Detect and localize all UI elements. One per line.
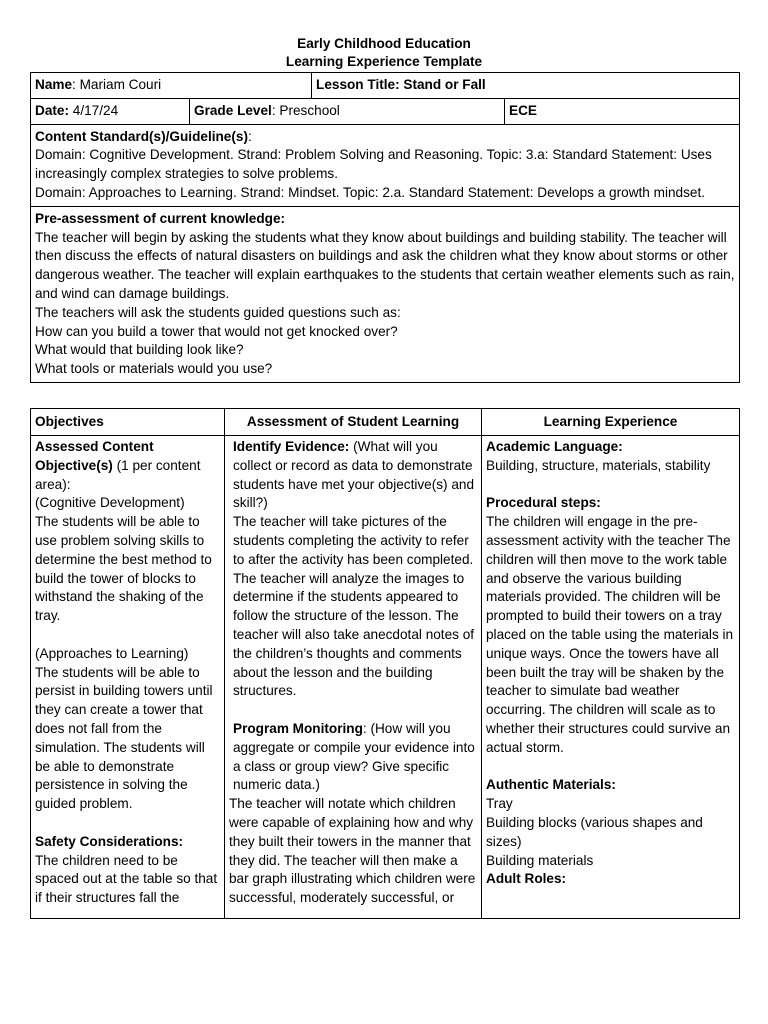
standard-line-1: Domain: Cognitive Development. Strand: Problem Solving and Reasoning. Topic: 3.a: Standard Statement: Uses increasingly complex strategies to solve problems. bbox=[35, 147, 712, 182]
preassessment-paragraph: The teacher will begin by asking the students what they know about buildings and building stability. The teacher will then discuss the effects of natural disasters on buildings and ask the children what they know about storms or other dangerous weather. The teacher will explain earthquakes to the students that certain weather elements such as rain, and wind can damage buildings. bbox=[35, 229, 735, 301]
objectives-cell bbox=[31, 436, 225, 919]
guided-question-2: What would that building look like? bbox=[35, 342, 244, 358]
monitoring-text: The teacher will notate which children were capable of explaining how and why they built their towers in the manner that they did. The teacher will then make a bar graph illustrating which children were successful, moderately successful, or bbox=[229, 796, 476, 906]
document-title bbox=[0, 35, 768, 71]
preassessment-intro: The teachers will ask the students guided questions such as: bbox=[35, 304, 401, 320]
approaches-objective: The students will be able to persist in building towers until they can create a tower that does not fall from the simulation. The students will be able to demonstrate persistence in solving the guided problem. bbox=[35, 664, 213, 812]
monitoring-label: Program Monitoring bbox=[233, 720, 363, 736]
monitoring-prompt: : (How will you aggregate or compile your evidence into a class or group view? Give specific numeric data.) bbox=[233, 720, 475, 793]
assessment-cell bbox=[225, 436, 482, 919]
date-label: Date: bbox=[35, 102, 69, 118]
objective-label: Assessed Content Objective(s) bbox=[35, 439, 154, 473]
lesson-title: Lesson Title: Stand or Fall bbox=[316, 77, 486, 92]
header-experience: Learning Experience bbox=[482, 409, 740, 436]
date-cell bbox=[31, 98, 190, 124]
standards-label: Content Standard(s)/Guideline(s) bbox=[35, 128, 248, 144]
safety-text: The children need to be spaced out at the table so that if their structures fall the bbox=[35, 852, 218, 906]
material-item: Tray bbox=[486, 796, 513, 812]
academic-language-text: Building, structure, materials, stability bbox=[486, 457, 711, 473]
preassessment-label: Pre-assessment of current knowledge: bbox=[35, 210, 286, 226]
grade-value: : Preschool bbox=[271, 102, 340, 118]
standards-cell bbox=[31, 124, 740, 206]
info-table bbox=[30, 72, 740, 383]
materials-label: Authentic Materials: bbox=[486, 777, 616, 793]
title-line-1: Early Childhood Education bbox=[297, 36, 471, 51]
name-label: Name bbox=[35, 77, 73, 92]
experience-cell bbox=[482, 436, 740, 919]
procedural-steps-text: The children will engage in the pre-assessment activity with the teacher The children will then move to the work table and observe the various building materials provided. The children will be prompted to build their towers on a tray placed on the table using the materials in unique ways. Once the towers have all been built the tray will be shaken by the teacher to simulate bad weather occurring. The children will scale as to whether their structures could survive an actual storm. bbox=[486, 514, 734, 755]
header-objectives: Objectives bbox=[31, 409, 225, 436]
material-item: Building blocks (various shapes and sizes) bbox=[486, 814, 703, 849]
safety-label: Safety Considerations: bbox=[35, 833, 184, 849]
guided-question-3: What tools or materials would you use? bbox=[35, 361, 273, 377]
procedural-steps-label: Procedural steps: bbox=[486, 495, 601, 511]
ece-cell bbox=[505, 98, 740, 124]
material-item: Building materials bbox=[486, 852, 594, 868]
grade-cell bbox=[190, 98, 505, 124]
evidence-label: Identify Evidence: bbox=[233, 439, 350, 454]
academic-language-label: Academic Language: bbox=[486, 439, 623, 454]
guided-question-1: How can you build a tower that would not get knocked over? bbox=[35, 323, 398, 339]
standards-suffix: : bbox=[247, 128, 252, 144]
name-value: Mariam Couri bbox=[75, 77, 162, 92]
adult-roles-label: Adult Roles: bbox=[486, 871, 567, 887]
ece-label: ECE bbox=[509, 102, 537, 118]
name-cell: Name: Mariam Couri bbox=[31, 73, 312, 99]
evidence-prompt: (What will you collect or record as data to demonstrate students have met your objective(s) and skill?) bbox=[233, 439, 475, 511]
grade-label: Grade Level bbox=[194, 102, 272, 118]
cognitive-objective: The students will be able to use problem solving skills to determine the best method to build the tower of blocks to withstand the shaking of the tray. bbox=[35, 514, 212, 624]
date-value: 4/17/24 bbox=[69, 102, 119, 118]
lesson-table bbox=[30, 408, 740, 919]
evidence-text: The teacher will take pictures of the students completing the activity to refer to after the activity has been completed. The teacher will analyze the images to determine if the students appeared to follow the structure of the lesson. The teacher will also take anecdotal notes of the children’s thoughts and comments about the lesson and the building structures. bbox=[233, 514, 475, 699]
approaches-heading: (Approaches to Learning) bbox=[35, 645, 189, 661]
lesson-title-cell bbox=[312, 73, 740, 99]
preassessment-cell bbox=[31, 206, 740, 382]
standard-line-2: Domain: Approaches to Learning. Strand: Mindset. Topic: 2.a. Standard Statement: Develops a growth mindset. bbox=[35, 184, 705, 200]
cognitive-heading: (Cognitive Development) bbox=[35, 495, 185, 511]
objective-label-suffix: (1 per content area): bbox=[35, 457, 201, 492]
header-assessment: Assessment of Student Learning bbox=[225, 409, 482, 436]
title-line-2: Learning Experience Template bbox=[285, 54, 483, 69]
